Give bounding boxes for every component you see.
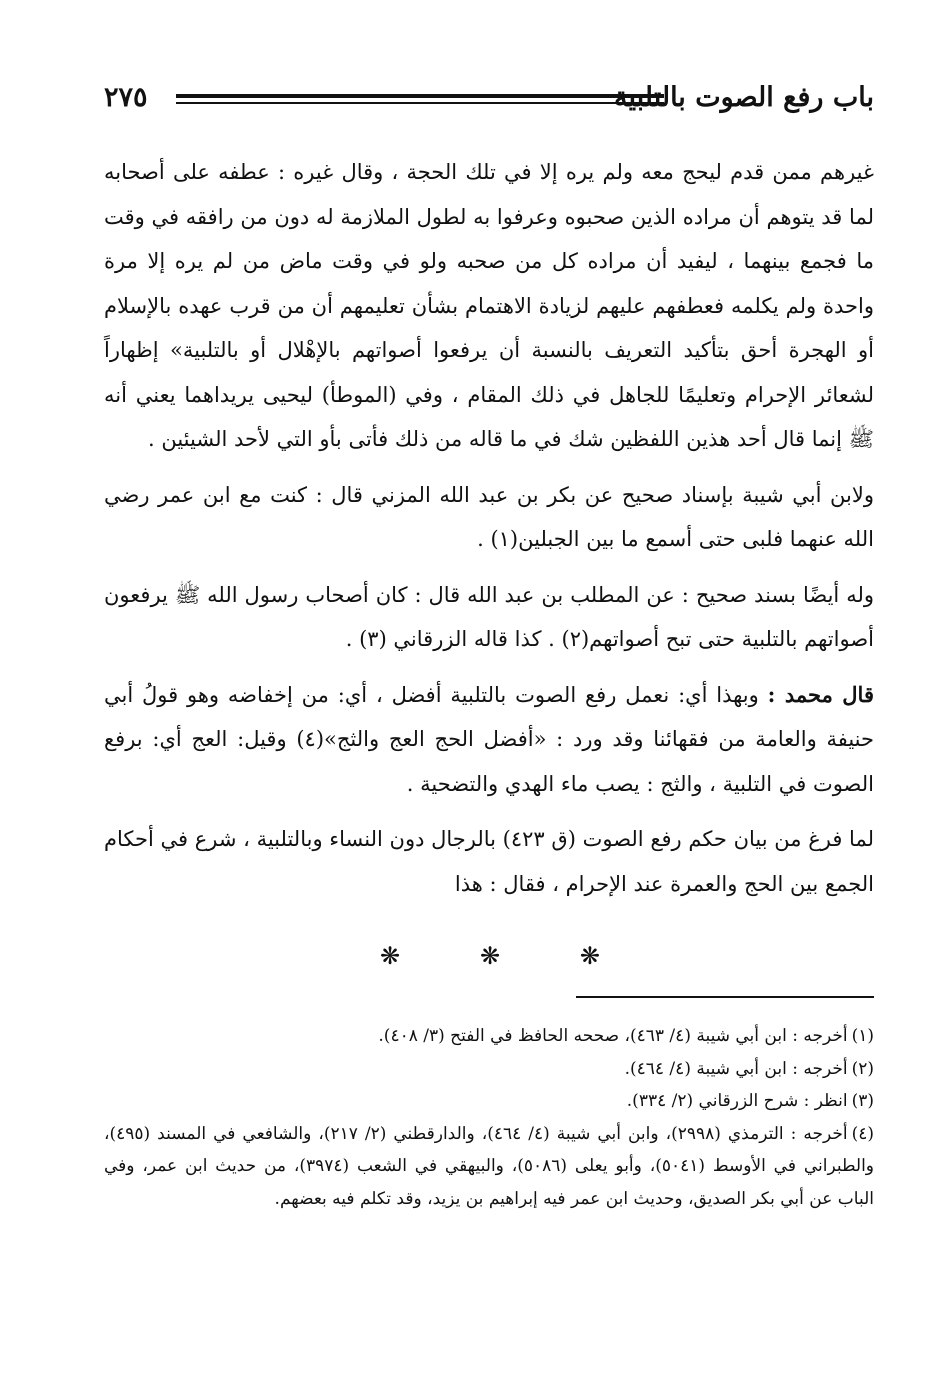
paragraph-text: غيرهم ممن قدم ليحج معه ولم يره إلا في تلك الحجة ، وقال غيره : عطفه على أصحابه لما قد يتوهم أن مراده الذين صحبوه وعرفوا به لطول الملازمة له دون من رافقه في وقت ما فجمع بينهما ، ليفيد أن مراده كل من صحبه ولو في وقت ماض من لم يره إلا مرة واحدة ولم يكلمه فعطفهم عليهم لزيادة الاهتمام بشأن تعليمهم أن من قرب عهده بالإسلام أو الهجرة أحق بتأكيد التعريف بالنسبة أن يرفعوا أصواتهم بالإهْلال أو بالتلبية» إظهاراً لشعائر الإحرام وتعليمًا للجاهل في ذلك المقام ، وفي (الموطأ) ليحيى يريداهما يعني أنه ﷺ إنما قال أحد هذين اللفظين شك في ما قاله من ذلك فأتى بأو التي لأحد الشيئين . — [104, 160, 874, 451]
footnote-text: أخرجه : الترمذي (٢٩٩٨)، وابن أبي شيبة (٤/ ٤٦٤)، والدارقطني (٢/ ٢١٧)، والشافعي في المسند (٤٩٥)، والطبراني في الأوسط (٥٠٤١)، وأبو يعلى (٥٠٨٦)، والبيهقي في الشعب (٣٩٧٤)، من حديث ابن عمر، وفي الباب عن أبي بكر الصديق، وحديث ابن عمر فيه إبراهيم بن يزيد، وقد تكلم فيه بعضهم. — [104, 1123, 875, 1209]
paragraph — [104, 150, 874, 462]
paragraph-text: وله أيضًا بسند صحيح : عن المطلب بن عبد الله قال : كان أصحاب رسول الله ﷺ يرفعون أصواتهم بالتلبية حتى تبح أصواتهم(٢) . كذا قاله الزرقاني (٣) . — [104, 582, 874, 651]
star-ornament-icon: ❋ — [479, 942, 501, 970]
footnotes — [104, 1020, 874, 1215]
star-ornament-icon: ❋ — [380, 942, 401, 970]
section-separator — [380, 942, 600, 970]
footnote-text: انظر : شرح الزرقاني (٢/ ٣٣٤). — [626, 1091, 848, 1111]
footnote-number: (٣) — [851, 1091, 874, 1111]
chapter-title: باب رفع الصوت بالتلبية — [613, 82, 874, 113]
header-rule — [176, 94, 664, 104]
footnote-number: (٢) — [851, 1058, 874, 1079]
paragraph — [104, 473, 874, 562]
paragraph-text: لما فرغ من بيان حكم رفع الصوت (ق ٤٢٣) بالرجال دون النساء وبالتلبية ، شرع في أحكام الجمع بين الحج والعمرة عند الإحرام ، فقال : هذا — [104, 827, 874, 896]
paragraph — [104, 573, 874, 662]
footnote — [104, 1085, 874, 1118]
page-header — [104, 78, 874, 118]
footnote-number: (١) — [851, 1026, 874, 1046]
paragraph — [104, 673, 874, 807]
footnote-number: (٤) — [851, 1123, 875, 1144]
paragraph-text: ولابن أبي شيبة بإسناد صحيح عن بكر بن عبد الله المزني قال : كنت مع ابن عمر رضي الله عنهما فلبى حتى أسمع ما بين الجبلين(١) . — [104, 482, 874, 551]
paragraph-text: وبهذا أي: نعمل رفع الصوت بالتلبية أفضل ، أي: من إخفاضه وهو قولُ أبي حنيفة والعامة من فقهائنا وقد ورد : «أفضل الحج العج والثج»(٤) وقيل: العج أي: برفع الصوت في التلبية ، والثج : يصب ماء الهدي والتضحية . — [104, 682, 874, 796]
paragraph-lead: قال محمد : — [767, 681, 874, 707]
star-ornament-icon: ❋ — [579, 942, 600, 970]
page-number: ٢٧٥ — [104, 82, 148, 113]
main-text — [104, 150, 874, 917]
footnote — [104, 1020, 874, 1053]
footnote-text: أخرجه : ابن أبي شيبة (٤/ ٤٦٤). — [624, 1058, 848, 1079]
footnote-rule — [576, 996, 874, 998]
footnote-text: أخرجه : ابن أبي شيبة (٤/ ٤٦٣)، صححه الحافظ في الفتح (٣/ ٤٠٨). — [378, 1026, 848, 1046]
footnote — [104, 1118, 874, 1216]
footnote — [104, 1053, 874, 1086]
paragraph — [104, 817, 874, 906]
